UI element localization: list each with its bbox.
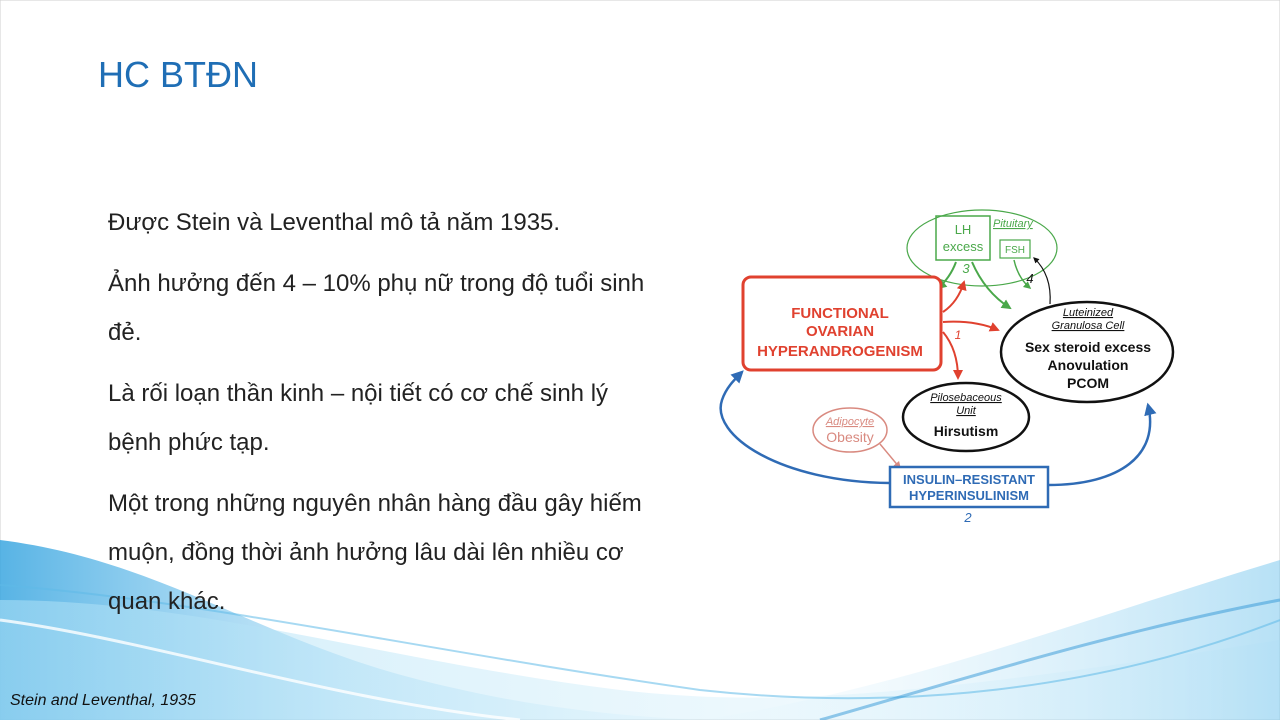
granulosa-line-1: Sex steroid excess [1024,339,1152,355]
adipocyte-label: Adipocyte [825,416,875,428]
slide-title: HC BTĐN [98,54,258,95]
ovarian-line-1: FUNCTIONAL [791,305,889,322]
adipocyte-to-insulin-arrow [880,444,900,468]
number-4: 4 [1026,271,1034,286]
number-3: 3 [962,261,970,276]
paragraph-3: Là rối loạn thần kinh – nội tiết có cơ chế sinh lý bệnh phức tạp. [108,380,609,456]
pituitary-label: Pituitary [993,218,1033,230]
lh-excess-label: excess [942,239,984,254]
obesity-label: Obesity [826,429,874,445]
fsh-label: FSH [1005,245,1025,256]
ovarian-line-2: OVARIAN [805,323,875,340]
paragraph-2: Ảnh hưởng đến 4 – 10% phụ nữ trong độ tuổi sinh đẻ. [108,270,645,346]
pcos-diagram-svg [700,200,1182,536]
granulosa-line-2: Anovulation [1047,357,1129,373]
paragraph-4: Một trong những nguyên nhân hàng đầu gây hiếm muộn, đồng thời ảnh hưởng lâu dài lên nhiều cơ quan khác. [108,490,642,615]
pilosebaceous-label-2: Unit [956,405,976,417]
pcos-diagram [700,200,1182,536]
insulin-line-2: HYPERINSULINISM [909,488,1029,503]
citation: Stein and Leventhal, 1935 [10,692,196,709]
granulosa-label-2: Granulosa Cell [1051,320,1125,332]
granulosa-line-3: PCOM [1067,375,1109,391]
theca-to-granulosa-arrow [943,322,998,330]
theca-to-pituitary-arrow [943,282,964,312]
hirsutism-label: Hirsutism [933,423,999,439]
number-2: 2 [964,510,972,525]
granulosa-label-1: Luteinized [1062,307,1114,319]
ovarian-line-3: HYPERANDROGENISM [757,343,923,360]
insulin-line-1: INSULIN–RESISTANT [903,472,1035,487]
lh-to-granulosa-arrow [972,262,1010,308]
granulosa-to-pituitary-feedback [1034,258,1050,304]
number-1: 1 [954,328,962,342]
paragraph-1: Được Stein và Leventhal mô tả năm 1935. [108,209,561,236]
slide-body [108,198,668,638]
lh-label: LH [954,222,972,237]
pilosebaceous-label-1: Pilosebaceous [930,392,1002,404]
insulin-to-granulosa-arrow [1048,405,1150,485]
